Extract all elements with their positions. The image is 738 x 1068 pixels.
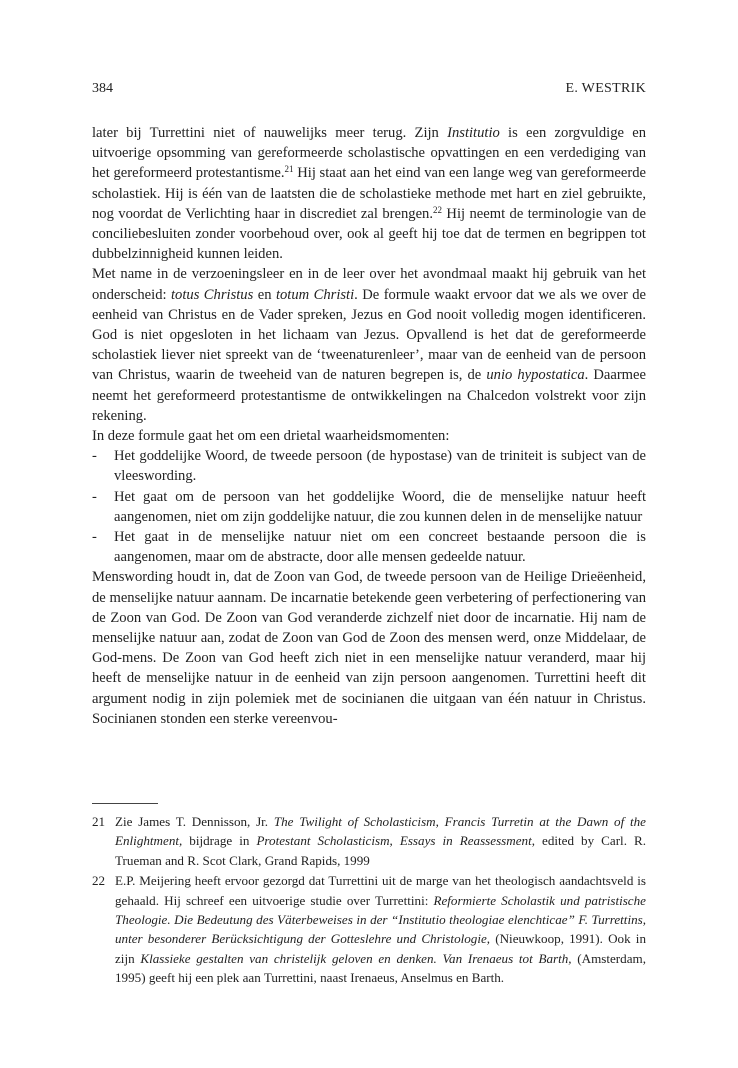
italic-title: Protestant Scholasticism, Essays in Reassessment: [256, 833, 532, 849]
page-number: 384: [92, 81, 113, 96]
paragraph-2: [92, 264, 646, 426]
body-text: [92, 123, 646, 729]
list-item: [92, 487, 646, 527]
list-dash: -: [92, 488, 97, 505]
list-dash: -: [92, 529, 97, 546]
footnote-22: [92, 871, 646, 987]
paragraph-1: [92, 123, 646, 264]
italic-term: Institutio: [447, 125, 500, 141]
italic-title: Klassieke gestalten van christelijk geloven en denken. Van Irenaeus tot Barth,: [140, 950, 572, 966]
list-dash: -: [92, 448, 97, 465]
list-item: [92, 527, 646, 567]
paragraph-3: In deze formule gaat het om een drietal waarheidsmomenten:: [92, 428, 450, 445]
list-item-text: Het gaat om de persoon van het goddelijke Woord, die de menselijke natuur heeft aangenomen, niet om zijn goddelijke natuur, die zou kunnen delen in de menselijke natuur: [114, 488, 646, 525]
text-run: bijdrage in: [182, 833, 257, 849]
text-run: (Nieuwkoop, 1991). Ook in zijn: [115, 931, 646, 966]
footnote-number: 22: [92, 873, 106, 889]
footnote-ref-21[interactable]: 21: [284, 164, 294, 175]
italic-term: totus Christus: [171, 286, 254, 303]
list-item: [92, 446, 646, 486]
italic-term: totum Christi: [275, 286, 355, 303]
italic-term: unio hypostatica: [486, 367, 585, 384]
list-item-text: Het gaat in de menselijke natuur niet om een concreet bestaande persoon die is aangenomen, maar om de abstracte, door alle mensen gedeelde natuur.: [114, 529, 646, 566]
text-run: . Daarmee neemt het gereformeerd protestantisme de ontwikkelingen na Chalcedon volstrekt voor zijn rekening.: [92, 367, 646, 424]
footnote-ref-22[interactable]: 22: [433, 204, 442, 215]
text-run: Hij staat aan het eind van een lange weg van gereformeerde scholastiek. Hij is één van de laatsten die de scholastieke methode met hart en ziel gebruikte, nog voordat de Verlichting haar in discrediet zal brengen.: [92, 165, 646, 222]
footnote-21: [92, 812, 646, 870]
text-run: en: [253, 286, 276, 303]
text-run: E.P. Meijering heeft ervoor gezorgd dat Turrettini uit de marge van het theologisch aandachtsveld is gehaald. Hij schreef een uitvoerige studie over Turrettini:: [115, 873, 646, 908]
text-run: later bij Turrettini niet of nauwelijks meer terug. Zijn: [92, 125, 448, 141]
text-run: is een zorgvuldige en uitvoerige opsomming van gereformeerde scholastische opvattingen en een verdediging van het gereformeerd protestantisme.: [92, 125, 647, 182]
text-run: (Amsterdam, 1995) geeft hij een plek aan Turrettini, naast Irenaeus, Anselmus en Barth.: [115, 950, 646, 986]
italic-title: Reformierte Scholastik und patristische Theologie. Die Bedeutung des Väterbeweises in der “Institutio theologiae elenchticae” F. Turrettins, unter besonderer Berücksichtigung der Gotteslehre und Christologie,: [115, 892, 646, 947]
list-item-text: Het goddelijke Woord, de tweede persoon (de hypostase) van de triniteit is subject van de vleeswording.: [114, 448, 646, 485]
footnotes: [92, 812, 646, 989]
text-run: , edited by Carl. R. Trueman and R. Scot Clark, Grand Rapids, 1999: [115, 833, 646, 868]
paragraph-4: Menswording houdt in, dat de Zoon van God, de tweede persoon van de Heilige Drieëenheid, de menselijke natuur aannam. De incarnatie betekende geen verbetering of perfectionering van de Zoon van God. De Zoon van God veranderde zichzelf niet door de incarnatie. Hij nam de menselijke natuur aan, zodat de Zoon van God de Zoon des mensen werd, onze Middelaar, de God-mens. De Zoon van God heeft zich niet in een menselijke natuur veranderd, maar hij heeft de menselijke natuur in de eenheid van zijn persoon aangenomen. Turrettini heeft dit argument nodig in zijn polemiek met de socinianen die uitgaan van één natuur in Christus. Socinianen stonden een sterke vereenvou-: [92, 569, 646, 727]
truth-moments-list: [92, 446, 646, 567]
text-run: Met name in de verzoeningsleer en in de leer over het avondmaal maakt hij gebruik van het onderscheid:: [92, 266, 646, 303]
text-run: . De formule waakt ervoor dat we als we over de eenheid van Christus en de Vader spreken, Jezus en God nooit volledig mogen identificeren. God is niet opgesloten in het lichaam van Jezus. Opvallend is het dat de gereformeerde scholastiek liever niet spreekt van de ‘tweenaturenleer’, maar van de eenheid van de persoon van Christus, waarin de tweeheid van de naturen begrepen is, de: [92, 286, 647, 384]
text-run: Zie James T. Dennisson, Jr.: [115, 814, 274, 829]
footnote-rule: [92, 803, 158, 804]
footnote-number: 21: [92, 814, 106, 829]
text-run: Hij neemt de terminologie van de conciliebesluiten zonder voorbehoud over, ook al geeft hij toe dat de termen en begrippen tot dubbelzinnigheid kunnen leiden.: [92, 205, 646, 263]
running-head-author: E. WESTRIK: [565, 81, 646, 96]
italic-title: The Twilight of Scholasticism, Francis Turretin at the Dawn of the Enlightment,: [115, 814, 646, 849]
